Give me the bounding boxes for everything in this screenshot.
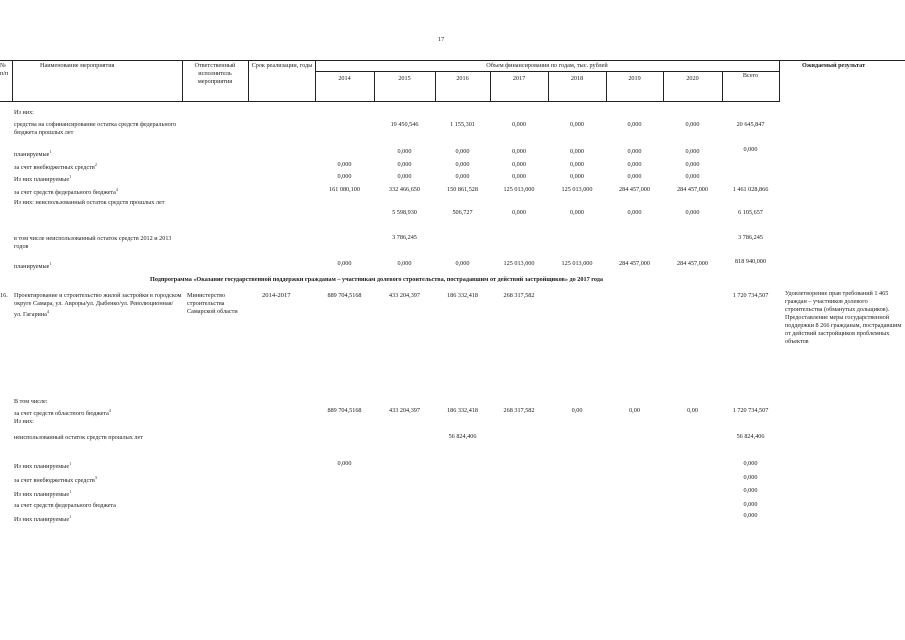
header-num2: п/п — [0, 70, 9, 77]
year-2018: 2018 — [570, 75, 584, 82]
row-label: средства на софинансирование остатка средств федерального бюджета прошлых лет — [14, 121, 177, 136]
cell: 0,000 — [337, 260, 352, 267]
cell: 284 457,000 — [677, 260, 708, 267]
row-label: в том числе неиспользованный остаток средств 2012 и 2013 годов — [14, 235, 172, 250]
page-number: 17 — [438, 36, 445, 43]
cell: 0,000 — [455, 148, 470, 155]
cell: 0,000 — [743, 460, 758, 467]
cell: 0,000 — [743, 512, 758, 519]
year-2020: 2020 — [686, 75, 699, 82]
row-label: планируемые$^1$ — [14, 149, 52, 159]
cell: 332 466,650 — [389, 186, 420, 193]
cell: 0,000 — [397, 260, 412, 267]
cell: 186 332,418 — [447, 292, 478, 299]
cell: 268 317,582 — [503, 407, 535, 414]
year-2017: 2017 — [512, 75, 526, 82]
row-label: за счет средств областного бюджета$^4$ — [14, 408, 111, 418]
row-label: за счет внебюджетных средств$^3$ — [14, 475, 97, 485]
item-number: 16. — [0, 292, 8, 299]
cell: 268 317,582 — [503, 292, 535, 299]
cell: 56 824,406 — [448, 433, 477, 440]
cell: 284 457,000 — [619, 260, 650, 267]
item-name: Проектирование и строительство жилой застройки в городском округе Самара, ул. Авроры/ул. Дыбенко/ул. Революционная/ ул. Гагарина$^4$ — [14, 292, 182, 319]
cell: 0,000 — [685, 173, 700, 180]
cell: 0,00 — [571, 407, 583, 414]
cell: 0,000 — [570, 148, 584, 155]
header-resp: Ответственный исполнитель мероприятия — [194, 62, 236, 85]
cell: 0,000 — [455, 173, 470, 180]
cell: 0,00 — [629, 407, 640, 414]
row-label: за счет средств федерального бюджета — [14, 502, 116, 509]
header-funding: Объем финансирования по годам, тыс. рублей — [486, 62, 608, 69]
cell: 1 155,301 — [450, 121, 475, 128]
cell: 1 461 028,866 — [732, 186, 769, 193]
year-2016: 2016 — [456, 75, 469, 82]
header-result: Ожидаемый результат — [802, 62, 866, 69]
row-label: Из них планируемые$^1$ — [14, 489, 72, 499]
cell: 0,000 — [627, 148, 642, 155]
cell: 818 940,000 — [735, 258, 766, 265]
cell: 889 704,5168 — [327, 292, 362, 299]
cell: 889 704,5168 — [327, 407, 362, 414]
cell: 0,000 — [512, 173, 526, 180]
cell: 0,000 — [627, 121, 642, 128]
cell: 125 013,000 — [503, 260, 535, 267]
cell: 0,000 — [455, 260, 470, 267]
cell: 0,000 — [743, 487, 758, 494]
cell: 3 786,245 — [392, 234, 417, 241]
subprogram-title: Подпрограмма «Оказание государственной поддержки гражданам – участникам долевого строительства, пострадавшим от действий застройщиков» до 2017 года — [150, 276, 604, 283]
cell: 3 786,245 — [738, 234, 763, 241]
cell: 0,000 — [570, 173, 584, 180]
cell: 5 598,930 — [392, 209, 417, 216]
cell: 0,000 — [627, 161, 642, 168]
cell: 0,000 — [512, 148, 526, 155]
cell: 0,000 — [512, 161, 526, 168]
row-label: неиспользованный остаток средств прошлых лет — [14, 434, 143, 441]
cell: 161 080,100 — [329, 186, 360, 193]
cell: 0,000 — [455, 161, 470, 168]
year-2015: 2015 — [398, 75, 411, 82]
year-total: Всего — [742, 72, 759, 79]
cell: 0,000 — [743, 146, 758, 153]
cell: 125 013,000 — [561, 260, 593, 267]
cell: 56 824,406 — [736, 433, 765, 440]
cell: 284 457,000 — [677, 186, 708, 193]
cell: 6 105,657 — [738, 209, 763, 216]
row-label: Из них: — [14, 418, 34, 425]
cell: 0,000 — [337, 173, 352, 180]
row-label: Из них: — [14, 109, 34, 116]
cell: 0,000 — [337, 161, 352, 168]
item-result: Удовлетворение прав требований 1 465 граждан – участников долевого строительства (обманутых дольщиков). Предоставление меры государственной поддержки 8 266 гражданам, пострадавшим от действий застройщиков проблемных объектов — [785, 290, 902, 345]
cell: 0,000 — [685, 161, 700, 168]
item-responsible: Министерство строительства Самарской области — [187, 292, 238, 315]
header-name: Наименование мероприятия — [40, 62, 115, 69]
cell: 0,000 — [397, 148, 412, 155]
item-term: 2014-2017 — [262, 292, 291, 299]
cell: 19 450,546 — [390, 121, 419, 128]
cell: 433 204,397 — [389, 407, 420, 414]
row-label: Из них планируемые$^1$ — [14, 461, 72, 471]
cell: 0,000 — [685, 209, 700, 216]
cell: 0,000 — [685, 121, 700, 128]
cell: 0,000 — [397, 161, 412, 168]
row-label: за счет средств федерального бюджета$^4$ — [14, 187, 118, 197]
cell: 0,000 — [512, 121, 526, 128]
row-label: Из них: неиспользованный остаток средств прошлых лет — [14, 199, 165, 206]
year-2014: 2014 — [338, 75, 351, 82]
header-term: Срок реализации, годы — [251, 62, 313, 69]
cell: 433 204,397 — [389, 292, 420, 299]
cell: 0,000 — [397, 173, 412, 180]
cell: 125 013,000 — [503, 186, 535, 193]
cell: 186 332,418 — [447, 407, 478, 414]
header-num: № — [0, 62, 6, 69]
year-2019: 2019 — [628, 75, 641, 82]
cell: 125 013,000 — [561, 186, 593, 193]
row-label: Из них планируемые$^1$ — [14, 514, 72, 524]
cell: 20 645,847 — [736, 121, 765, 128]
row-label: В том числе: — [14, 398, 48, 405]
cell: 0,000 — [627, 209, 642, 216]
cell: 0,000 — [337, 460, 352, 467]
cell: 0,000 — [570, 121, 584, 128]
cell: 0,000 — [570, 209, 584, 216]
cell: 0,000 — [685, 148, 700, 155]
cell: 0,000 — [743, 474, 758, 481]
cell: 284 457,000 — [619, 186, 650, 193]
row-label: за счет внебюджетных средств$^2$ — [14, 162, 97, 172]
cell: 0,000 — [627, 173, 642, 180]
row-label: планируемые$^1$ — [14, 261, 52, 271]
cell: 150 861,528 — [447, 186, 478, 193]
cell: 0,000 — [512, 209, 526, 216]
cell: 1 720 734,507 — [732, 407, 769, 414]
cell: 0,00 — [687, 407, 698, 414]
cell: 506,727 — [452, 209, 473, 216]
cell: 0,000 — [743, 501, 758, 508]
cell: 0,000 — [570, 161, 584, 168]
cell: 1 720 734,507 — [732, 292, 769, 299]
row-label: Из них планируемые$^1$ — [14, 174, 72, 184]
